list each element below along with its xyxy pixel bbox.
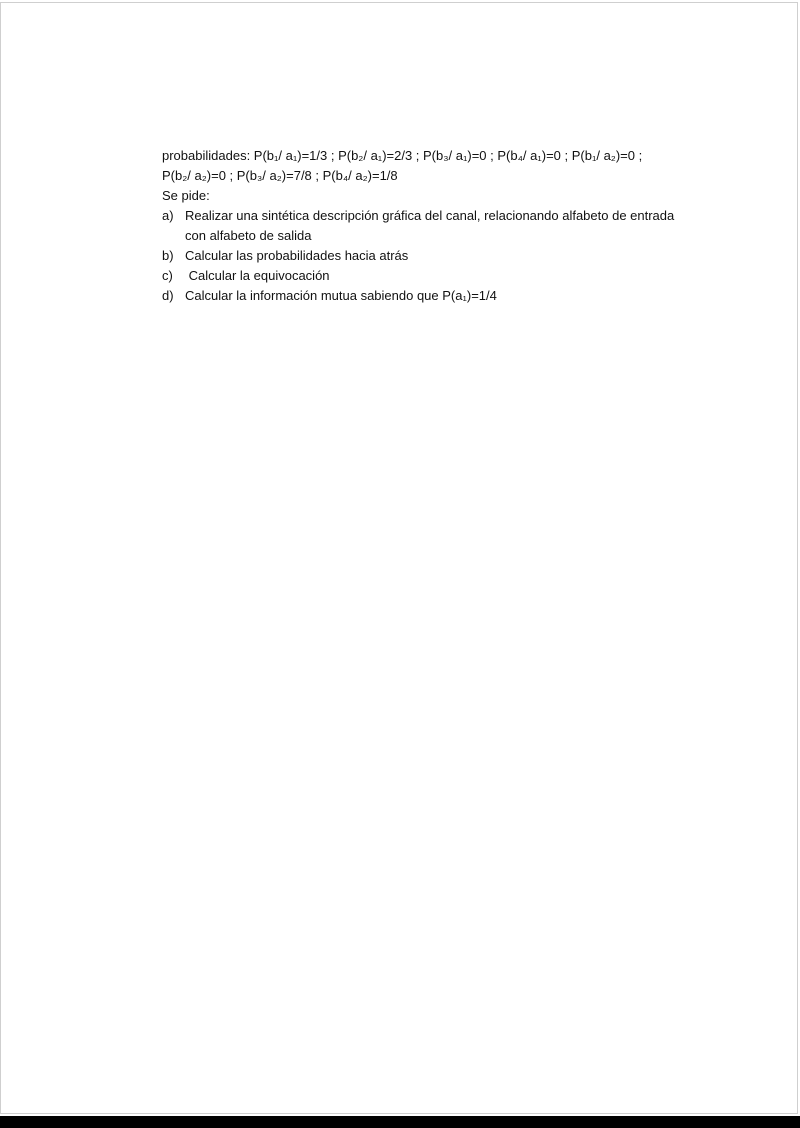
document-page <box>0 2 798 1114</box>
task-list <box>162 206 702 306</box>
list-item-text-line-2: con alfabeto de salida <box>185 228 312 243</box>
se-pide-label: Se pide: <box>162 188 210 203</box>
bottom-bar <box>0 1116 800 1128</box>
list-marker: d) <box>162 288 174 303</box>
list-item <box>162 246 702 266</box>
list-item-text: Calcular la información mutua sabiendo que P(a₁)=1/4 <box>185 288 497 303</box>
list-item-text-line-1: Realizar una sintética descripción gráfica del canal, relacionando alfabeto de entrada <box>185 208 675 223</box>
list-item <box>162 266 702 286</box>
list-marker: b) <box>162 248 174 263</box>
list-item <box>162 286 702 306</box>
list-item-text: Calcular la equivocación <box>185 268 330 283</box>
list-marker: a) <box>162 208 174 223</box>
document-body <box>162 146 702 306</box>
list-marker: c) <box>162 268 173 283</box>
list-item-text: Calcular las probabilidades hacia atrás <box>185 248 409 263</box>
probabilities-line-1: probabilidades: P(b₁/ a₁)=1/3 ; P(b₂/ a₁)=2/3 ; P(b₃/ a₁)=0 ; P(b₄/ a₁)=0 ; P(b₁/ a₂)=0 ; <box>162 148 643 163</box>
list-item <box>162 206 702 246</box>
probabilities-line-2: P(b₂/ a₂)=0 ; P(b₃/ a₂)=7/8 ; P(b₄/ a₂)=1/8 <box>162 168 398 183</box>
